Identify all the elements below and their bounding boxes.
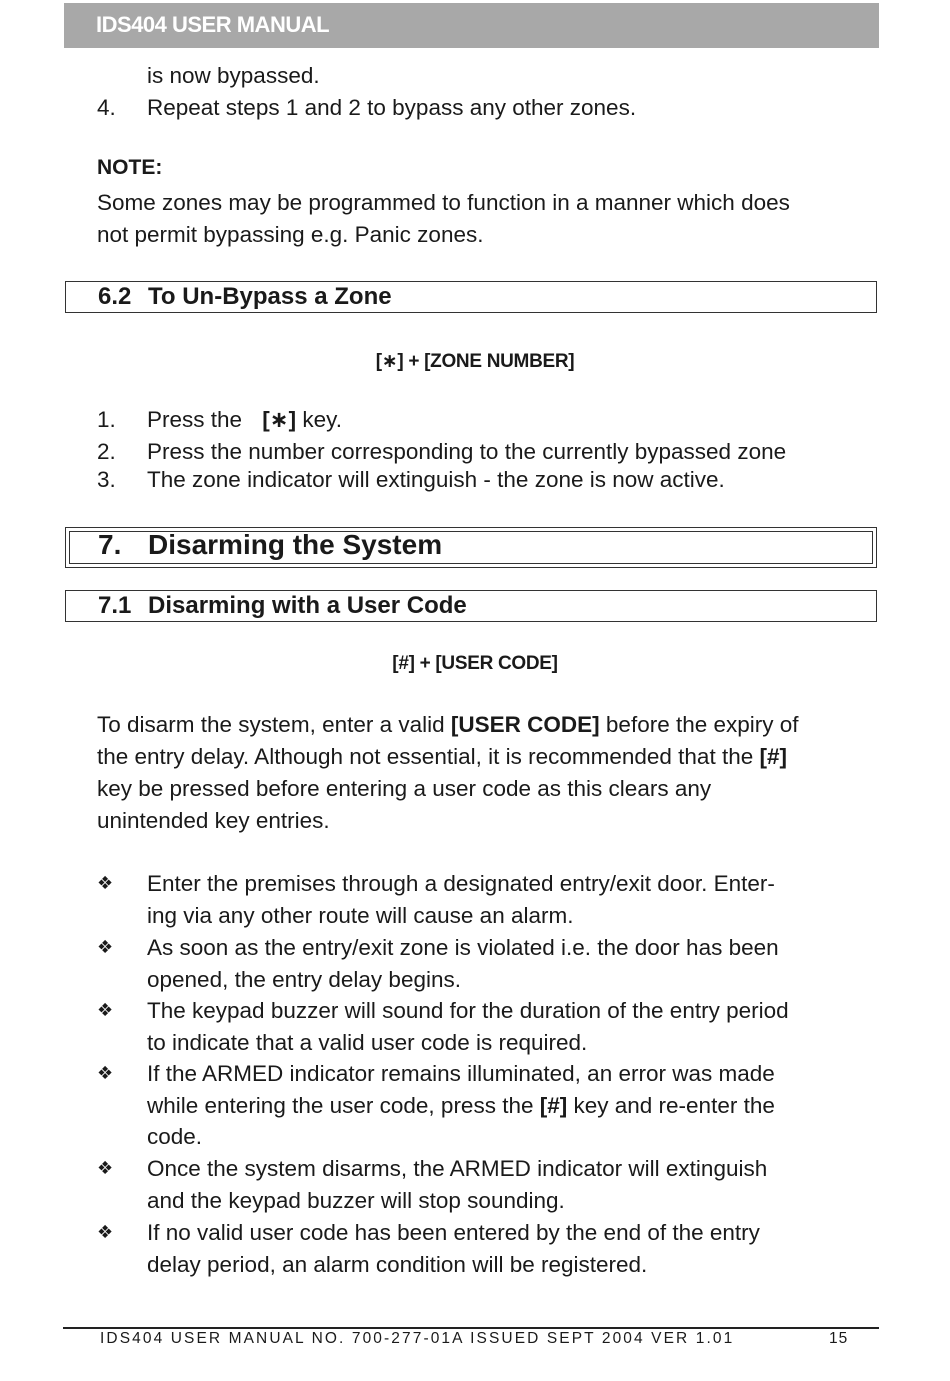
- section-number: 6.2: [98, 283, 132, 310]
- footer-text: IDS404 USER MANUAL NO. 700-277-01A ISSUED SEPT 2004 VER 1.01: [100, 1330, 735, 1347]
- step-text-end: key.: [296, 407, 342, 432]
- diamond-bullet-icon: ❖: [97, 1000, 114, 1020]
- disarm-para-line-2: the entry delay. Although not essential, it is recommended that the [#]: [97, 744, 787, 769]
- step-text: Press the number corresponding to the currently bypassed zone: [147, 439, 787, 464]
- page-number: 15: [829, 1330, 849, 1347]
- diamond-bullet-icon: ❖: [97, 1222, 114, 1242]
- diamond-bullet-icon: ❖: [97, 937, 114, 957]
- step-number: 1.: [97, 407, 116, 432]
- diamond-bullet-icon: ❖: [97, 1063, 114, 1083]
- continued-text: is now bypassed.: [147, 63, 320, 88]
- chapter-title: Disarming the System: [148, 529, 443, 560]
- section-heading-6-2: [65, 281, 877, 313]
- step-number: 2.: [97, 439, 116, 464]
- section-heading-7-1: [65, 590, 877, 622]
- disarm-para-line-3: key be pressed before entering a user code as this clears any: [97, 776, 712, 801]
- chapter-heading-7: [65, 527, 877, 568]
- manual-title: IDS404 USER MANUAL: [96, 12, 330, 37]
- disarm-para-line-4: unintended key entries.: [97, 808, 330, 833]
- section-title: Disarming with a User Code: [148, 592, 467, 619]
- note-line-1: Some zones may be programmed to function in a manner which does: [97, 190, 790, 215]
- footer-rule: [63, 1327, 879, 1329]
- section-title: To Un-Bypass a Zone: [148, 283, 392, 310]
- section-number: 7.1: [98, 592, 132, 619]
- note-label: NOTE:: [97, 156, 163, 179]
- step-text: Press the: [147, 407, 249, 432]
- diamond-bullet-icon: ❖: [97, 873, 114, 893]
- diamond-bullet-icon: ❖: [97, 1158, 114, 1178]
- step-text: The zone indicator will extinguish - the zone is now active.: [147, 467, 725, 492]
- step-number: 3.: [97, 467, 116, 492]
- disarm-para-line-1: To disarm the system, enter a valid [USER CODE] before the expiry of: [97, 712, 799, 737]
- star-key: [∗]: [262, 407, 297, 432]
- keycombo-unbypass: [∗] + [ZONE NUMBER]: [375, 351, 575, 372]
- step-text: Repeat steps 1 and 2 to bypass any other zones.: [147, 95, 637, 120]
- chapter-number: 7.: [98, 529, 122, 560]
- page-header-bar: [64, 3, 879, 48]
- step-number: 4.: [97, 95, 116, 120]
- keycombo-disarm: [#] + [USER CODE]: [392, 653, 558, 674]
- note-line-2: not permit bypassing e.g. Panic zones.: [97, 222, 484, 247]
